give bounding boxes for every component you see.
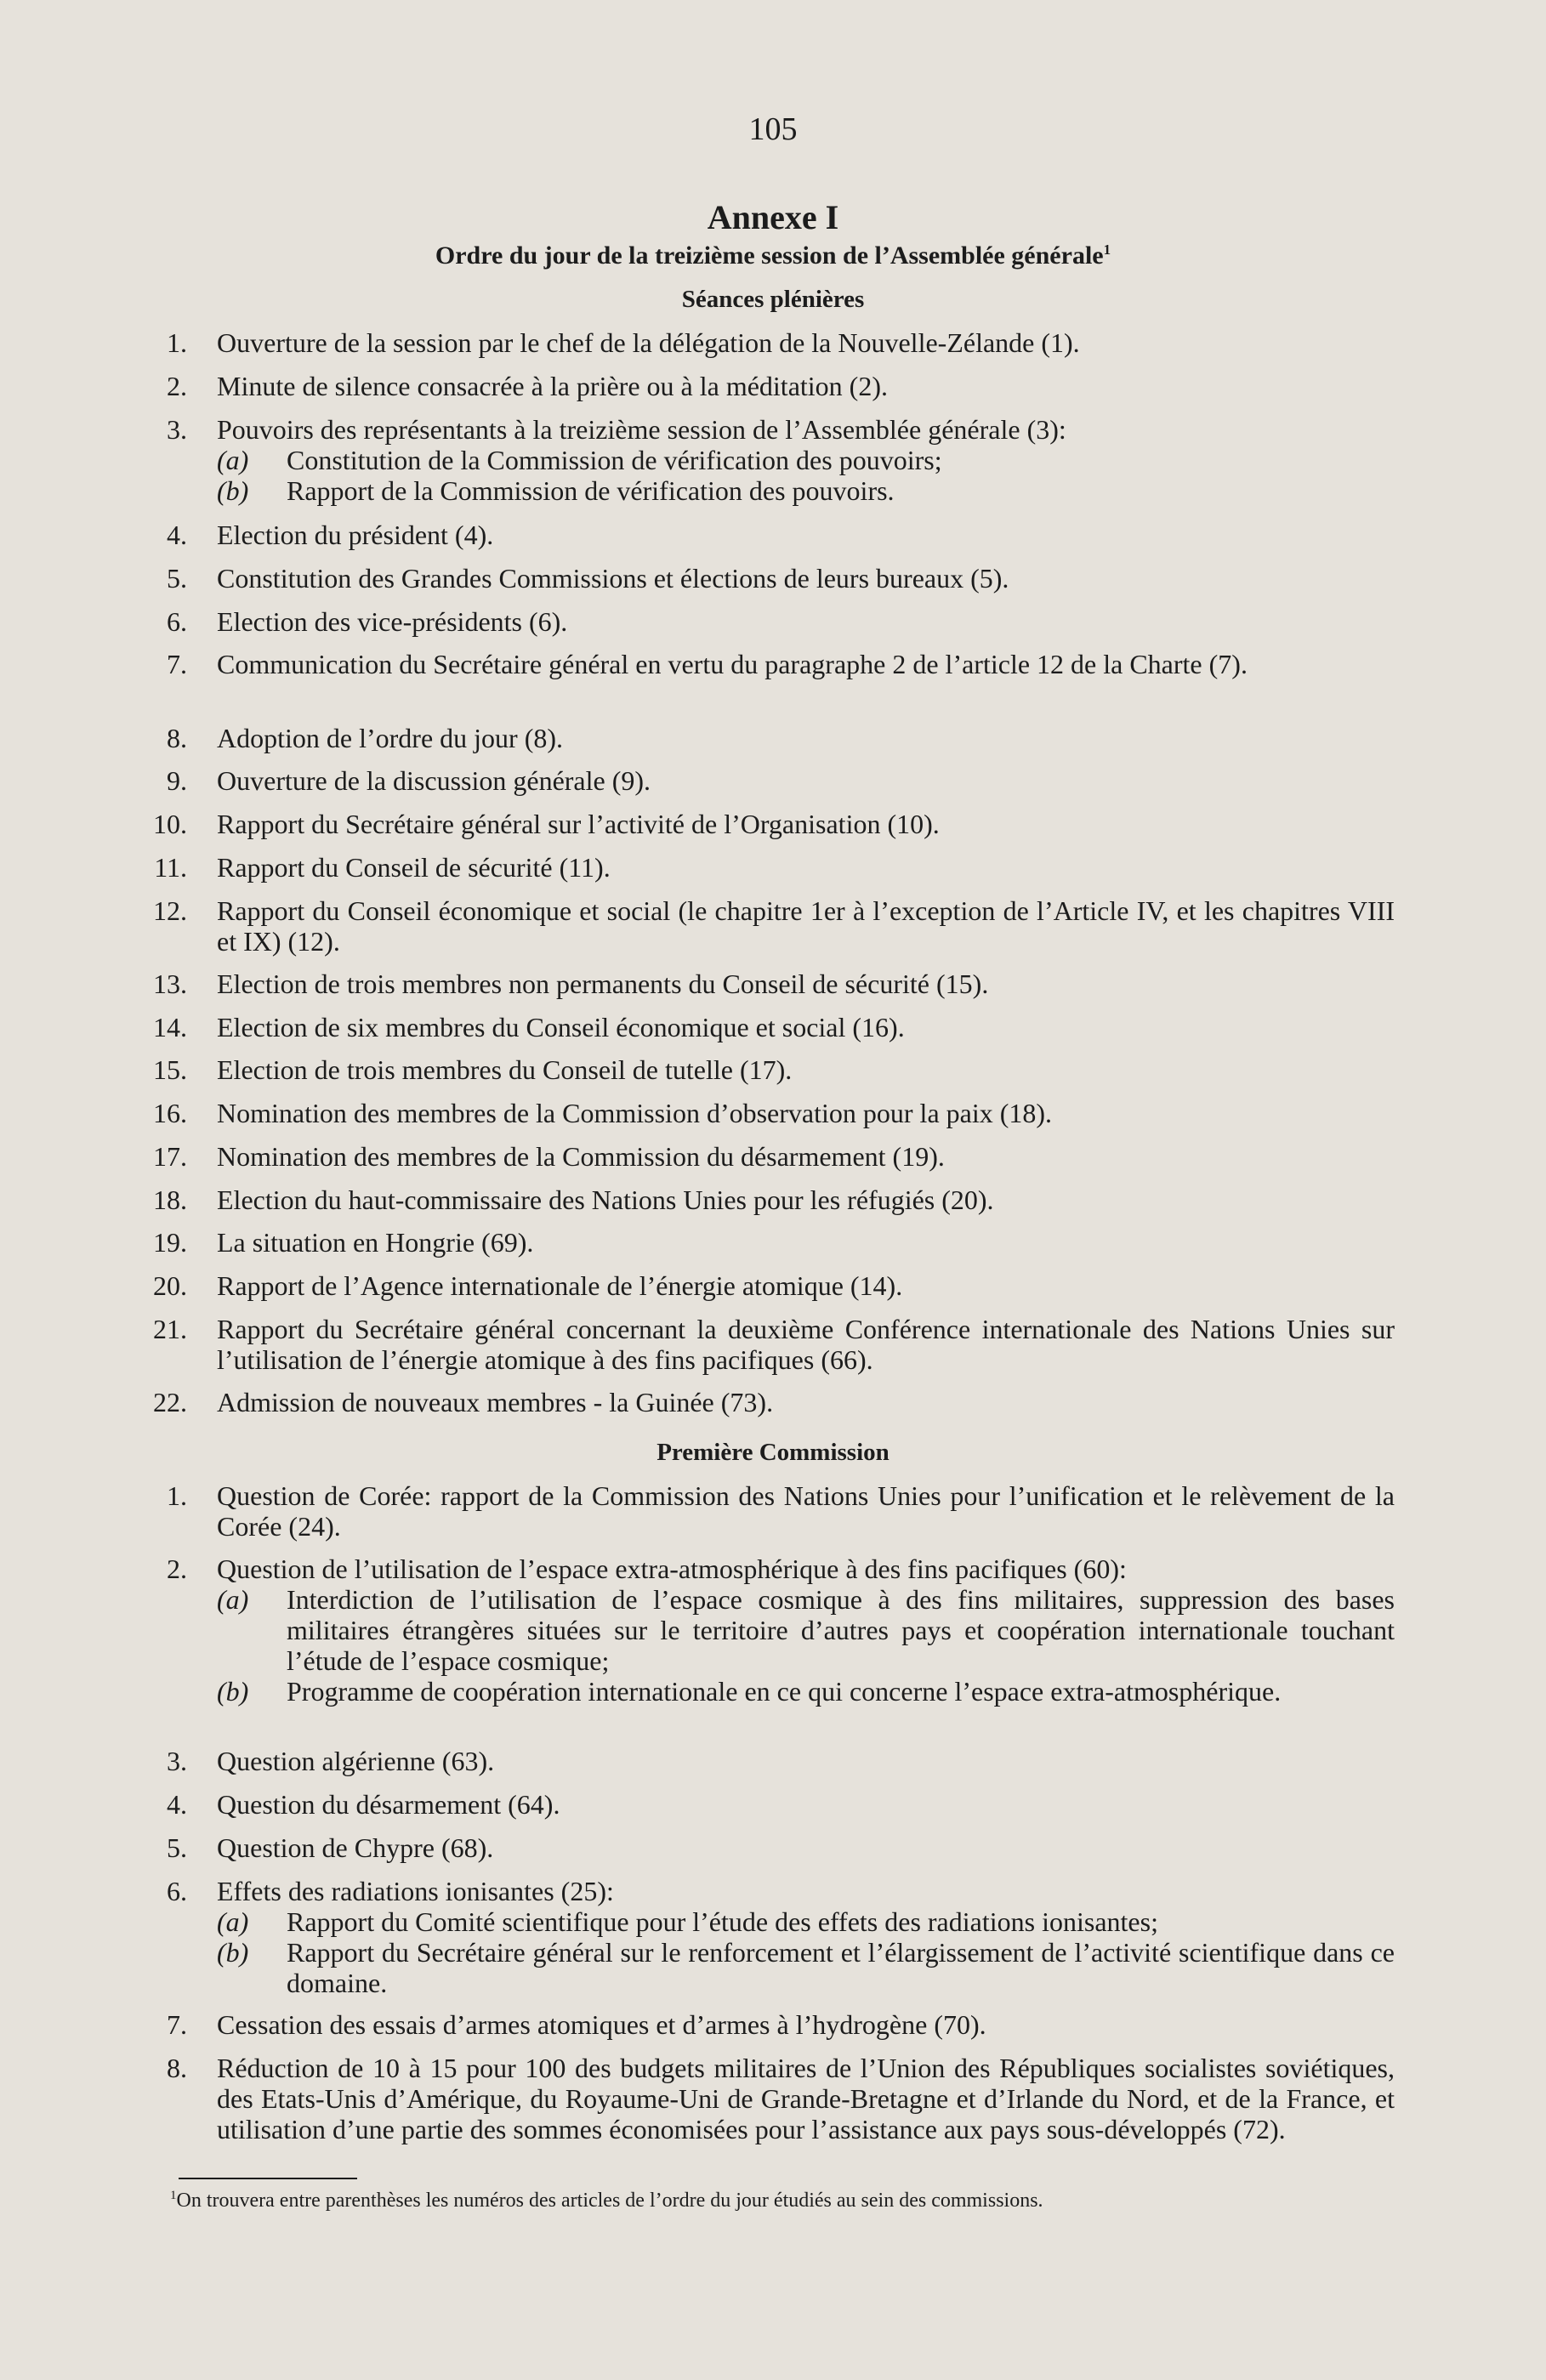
item-number: 7. <box>167 649 187 679</box>
item-text: Minute de silence consacrée à la prière ou à la méditation (2). <box>217 371 888 401</box>
item-text: La situation en Hongrie (69). <box>217 1227 534 1258</box>
item-number: 20. <box>153 1270 187 1301</box>
item-text: Nomination des membres de la Commission d’observation pour la paix (18). <box>217 1098 1053 1128</box>
sub-item-text: Rapport du Comité scientifique pour l’étude des effets des radiations ionisantes; <box>287 1906 1158 1937</box>
item-text: Rapport du Conseil économique et social (le chapitre 1er à l’exception de l’Article IV, et les chapitres VIII et IX) (12). <box>217 895 1395 957</box>
item-number: 2. <box>167 371 187 401</box>
item-number: 16. <box>153 1098 187 1128</box>
sub-item-text: Constitution de la Commission de vérification des pouvoirs; <box>287 445 942 475</box>
item-text: Rapport de l’Agence internationale de l’énergie atomique (14). <box>217 1270 903 1301</box>
item-number: 1. <box>167 327 187 358</box>
item-number: 13. <box>153 968 187 999</box>
item-text: Rapport du Secrétaire général concernant la deuxième Conférence internationale des Nations Unies sur l’utilisation de l’énergie atomique à des fins pacifiques (66). <box>217 1314 1395 1375</box>
item-text: Question algérienne (63). <box>217 1746 495 1776</box>
sub-item-letter: (b) <box>217 475 249 506</box>
item-text: Nomination des membres de la Commission du désarmement (19). <box>217 1141 945 1172</box>
item-number: 5. <box>167 563 187 594</box>
item-text: Pouvoirs des représentants à la treizième session de l’Assemblée générale (3): <box>217 414 1066 445</box>
item-number: 17. <box>153 1141 187 1172</box>
item-body <box>217 414 1395 506</box>
item-number: 8. <box>167 2053 187 2083</box>
item-number: 12. <box>153 895 187 926</box>
item-number: 7. <box>167 2009 187 2040</box>
sub-item-letter: (a) <box>217 445 249 475</box>
item-body <box>217 1876 1395 1998</box>
footnote-rule <box>179 2178 357 2179</box>
item-text: Question de l’utilisation de l’espace extra-atmosphérique à des fins pacifiques (60): <box>217 1554 1127 1584</box>
item-number: 4. <box>167 1789 187 1820</box>
sub-item <box>217 1906 1395 1937</box>
sub-item <box>217 1584 1395 1676</box>
item-body <box>217 1554 1395 1707</box>
item-text: Communication du Secrétaire général en vertu du paragraphe 2 de l’article 12 de la Charte (7). <box>217 649 1248 679</box>
item-number: 22. <box>153 1387 187 1417</box>
sub-item <box>217 1676 1395 1707</box>
item-number: 10. <box>153 809 187 839</box>
footnote-text: On trouvera entre parenthèses les numéros des articles de l’ordre du jour étudiés au sein des commissions. <box>176 2190 1043 2212</box>
sub-item-text: Interdiction de l’utilisation de l’espace cosmique à des fins militaires, suppression des bases militaires étrangères situées sur le territoire d’autres pays et coopération internationale touchant l’étude de l’espace cosmique; <box>287 1584 1395 1676</box>
plenary-heading: Séances plénières <box>681 286 865 313</box>
item-text: Question du désarmement (64). <box>217 1789 560 1820</box>
first-committee-heading: Première Commission <box>656 1439 890 1466</box>
item-number: 15. <box>153 1054 187 1085</box>
item-number: 3. <box>167 414 187 445</box>
item-number: 9. <box>167 765 187 796</box>
item-text: Ouverture de la discussion générale (9). <box>217 765 651 796</box>
item-text: Election du haut-commissaire des Nations Unies pour les réfugiés (20). <box>217 1184 994 1215</box>
sub-item-text: Programme de coopération internationale en ce qui concerne l’espace extra-atmosphérique. <box>287 1676 1282 1707</box>
sub-item-letter: (a) <box>217 1584 249 1615</box>
item-text: Election des vice-présidents (6). <box>217 606 568 637</box>
item-text: Ouverture de la session par le chef de la délégation de la Nouvelle-Zélande (1). <box>217 327 1080 358</box>
item-text: Election de six membres du Conseil économique et social (16). <box>217 1012 905 1042</box>
item-text: Rapport du Conseil de sécurité (11). <box>217 852 611 883</box>
sub-item <box>217 445 1395 475</box>
annex-subtitle-text: Ordre du jour de la treizième session de l’Assemblée générale <box>435 241 1104 270</box>
item-number: 19. <box>153 1227 187 1258</box>
sub-item-letter: (b) <box>217 1676 249 1707</box>
annex-title: Annexe I <box>707 198 839 236</box>
item-number: 5. <box>167 1832 187 1863</box>
item-text: Question de Chypre (68). <box>217 1832 494 1863</box>
item-text: Question de Corée: rapport de la Commission des Nations Unies pour l’unification et le relèvement de la Corée (24). <box>217 1480 1395 1542</box>
item-number: 2. <box>167 1554 187 1584</box>
sub-item-text: Rapport du Secrétaire général sur le renforcement et l’élargissement de l’activité scientifique dans ce domaine. <box>287 1937 1395 1998</box>
item-text: Réduction de 10 à 15 pour 100 des budgets militaires de l’Union des Républiques socialistes soviétiques, des Etats-Unis d’Amérique, du Royaume-Uni de Grande-Bretagne et d’Irlande du Nord, et de la France, et utilisation d’une partie des sommes économisées pour l’assistance aux pays sous-développés (72). <box>217 2053 1395 2144</box>
item-text: Constitution des Grandes Commissions et élections de leurs bureaux (5). <box>217 563 1009 594</box>
sub-item-letter: (a) <box>217 1906 249 1937</box>
item-number: 3. <box>167 1746 187 1776</box>
item-text: Election de trois membres non permanents du Conseil de sécurité (15). <box>217 968 989 999</box>
item-number: 8. <box>167 723 187 753</box>
item-text: Election du président (4). <box>217 520 494 550</box>
item-number: 6. <box>167 606 187 637</box>
item-text: Admission de nouveaux membres - la Guinée (73). <box>217 1387 774 1417</box>
sub-item-letter: (b) <box>217 1937 249 1968</box>
item-text: Adoption de l’ordre du jour (8). <box>217 723 564 753</box>
sub-item <box>217 475 1395 506</box>
item-number: 11. <box>154 852 187 883</box>
item-number: 21. <box>153 1314 187 1344</box>
item-text: Cessation des essais d’armes atomiques et d’armes à l’hydrogène (70). <box>217 2009 986 2040</box>
item-number: 4. <box>167 520 187 550</box>
page-number: 105 <box>748 111 798 147</box>
footnote <box>170 2184 1386 2212</box>
item-number: 18. <box>153 1184 187 1215</box>
annex-subtitle <box>0 241 1546 270</box>
item-number: 14. <box>153 1012 187 1042</box>
sub-item <box>217 1937 1395 1998</box>
footnote-marker: 1 <box>170 2189 177 2202</box>
item-text: Rapport du Secrétaire général sur l’activité de l’Organisation (10). <box>217 809 940 839</box>
footnote-ref: 1 <box>1103 241 1111 258</box>
item-number: 1. <box>167 1480 187 1511</box>
item-text: Election de trois membres du Conseil de tutelle (17). <box>217 1054 793 1085</box>
item-number: 6. <box>167 1876 187 1906</box>
item-text: Effets des radiations ionisantes (25): <box>217 1876 614 1906</box>
sub-item-text: Rapport de la Commission de vérification des pouvoirs. <box>287 475 895 506</box>
